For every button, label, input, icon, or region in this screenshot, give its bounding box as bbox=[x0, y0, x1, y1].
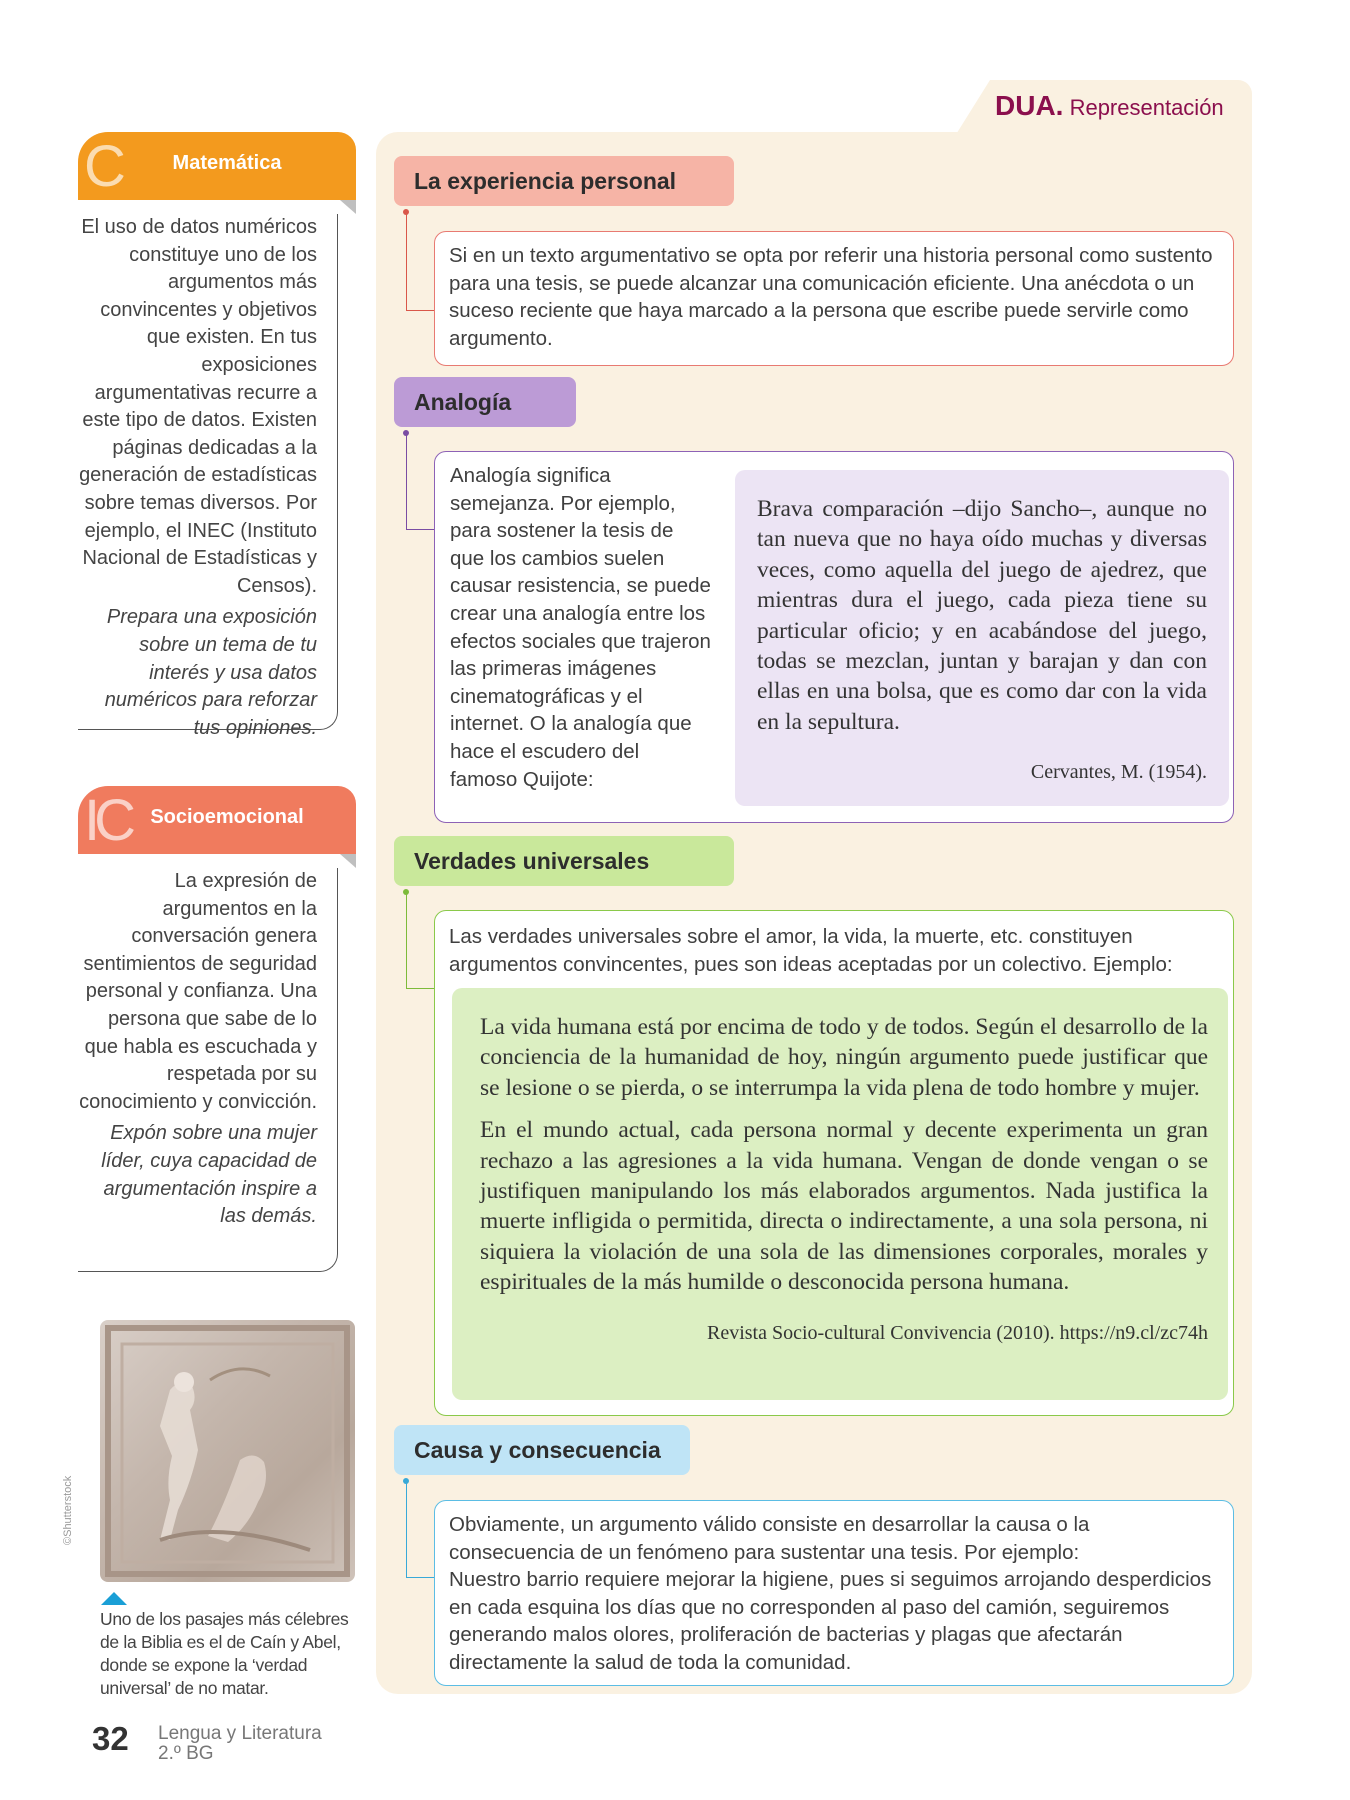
matematica-logo-icon: C bbox=[84, 134, 120, 199]
card-causa bbox=[434, 1500, 1234, 1686]
image-credit: ©Shutterstock bbox=[62, 1475, 74, 1545]
causa-text-2: Nuestro barrio requiere mejorar la higiene, pues si seguimos arrojando desperdicios en cada esquina los días que no corresponden al paso del camión, seguiremos generando malos olores, proliferación de bacterias y plagas que afectarán directamente la salud de toda la comunidad. bbox=[449, 1568, 1212, 1674]
experiencia-text: Si en un texto argumentativo se opta por referir una historia personal como sustento para una tesis, se puede alcanzar una comunicación eficiente. Una anécdota o un suceso reciente que haya marcado a la persona que escribe puede servirle como argumento. bbox=[449, 244, 1213, 350]
analogia-quote-text: Brava comparación –dijo Sancho–, aunque no tan nueva que no haya oído muchas y diversas veces, como aquella del juego de ajedrez, que mientras dura el juego, cada pieza tiene su particular oficio; y en acabándose del juego, todas se mezclan, juntan y barajan y dan con ellas en una bolsa, que es como dar con la vida en la sepultura. bbox=[757, 496, 1207, 735]
matematica-box bbox=[78, 214, 338, 739]
analogia-text: Analogía significa semejanza. Por ejemplo, para sostener la tesis de que los cambios suelen causar resistencia, se puede crear una analogía entre los efectos sociales que trajeron las primeras imágenes cinematográficas y el internet. O la analogía que hace el escudero del famoso Quijote: bbox=[450, 464, 711, 791]
causa-text-1: Obviamente, un argumento válido consiste en desarrollar la causa o la consecuencia de un fenómeno para sustentar una tesis. Por ejemplo: bbox=[449, 1513, 1090, 1564]
socioemocional-header bbox=[78, 786, 356, 854]
dua-heading bbox=[995, 90, 1224, 122]
verdades-quote-source: Revista Socio-cultural Convivencia (2010). https://n9.cl/zc74h bbox=[706, 1321, 1208, 1344]
socioemocional-logo-icon: IC bbox=[84, 788, 130, 853]
matematica-body: El uso de datos numéricos constituye uno de los argumentos más convincentes y objetivos que existen. En tus exposiciones argumentativas recurre a este tipo de datos. Existen páginas dedicadas a la generación de estadísticas sobre temas diversos. Por ejemplo, el INEC (Instituto Nacional de Estadísticas y Censos). bbox=[79, 216, 317, 597]
section-label-experiencia: La experiencia personal bbox=[394, 156, 734, 206]
dua-rest: Representación bbox=[1063, 95, 1224, 120]
page-number: 32 bbox=[92, 1720, 129, 1757]
footer-subject-name: Lengua y Literatura bbox=[158, 1723, 322, 1744]
caption-marker-icon bbox=[101, 1592, 127, 1605]
relief-illustration bbox=[100, 1320, 355, 1582]
verdades-quote bbox=[452, 988, 1228, 1400]
matematica-title: Matemática bbox=[172, 152, 282, 174]
dua-prefix: DUA. bbox=[995, 90, 1064, 121]
socioemocional-task: Expón sobre una mujer líder, cuya capacidad de argumentación inspire a las demás. bbox=[101, 1122, 317, 1228]
footer-grade: 2.º BG bbox=[158, 1743, 214, 1764]
footer-subject bbox=[158, 1724, 322, 1764]
section-label-analogia: Analogía bbox=[394, 377, 576, 427]
image-caption: Uno de los pasajes más célebres de la Biblia es el de Caín y Abel, donde se expone la ‘verdad universal’ de no matar. bbox=[100, 1609, 349, 1698]
socioemocional-title: Socioemocional bbox=[150, 806, 304, 828]
card-experiencia bbox=[434, 231, 1234, 366]
matematica-header bbox=[78, 132, 356, 200]
section-label-causa: Causa y consecuencia bbox=[394, 1425, 690, 1475]
verdades-quote-p2: En el mundo actual, cada persona normal y decente experimenta un gran rechazo a las agresiones a la vida humana. Vengan de donde vengan o se justifiquen manipulando los más elaborados argumentos. Nada justifica la muerte infligida o permitida, directa o indirectamente, a una sola persona, ni siquiera la violación de una sola de las dimensiones corporales, morales y espirituales de la más humilde o desconocida persona humana. bbox=[480, 1117, 1208, 1296]
analogia-quote bbox=[735, 470, 1229, 806]
section-label-verdades: Verdades universales bbox=[394, 836, 734, 886]
matematica-task: Prepara una exposición sobre un tema de tu interés y usa datos numéricos para reforzar tus opiniones. bbox=[104, 606, 317, 739]
verdades-quote-p1: La vida humana está por encima de todo y de todos. Según el desarrollo de la conciencia de la humanidad de hoy, ningún argumento puede justificar que se lesione o se pierda, o se interrumpa la vida plena de todo hombre y mujer. bbox=[480, 1014, 1208, 1101]
socioemocional-body: La expresión de argumentos en la conversación genera sentimientos de seguridad personal y confianza. Una persona que sabe de lo que habla es escuchada y respetada por su conocimiento y convicción. bbox=[79, 870, 317, 1113]
cain-abel-relief-image bbox=[100, 1320, 355, 1582]
analogia-quote-source: Cervantes, M. (1954). bbox=[1030, 761, 1207, 784]
socioemocional-box bbox=[78, 868, 338, 1272]
verdades-text: Las verdades universales sobre el amor, la vida, la muerte, etc. constituyen argumentos convincentes, pues son ideas aceptadas por un colectivo. Ejemplo: bbox=[449, 925, 1173, 976]
